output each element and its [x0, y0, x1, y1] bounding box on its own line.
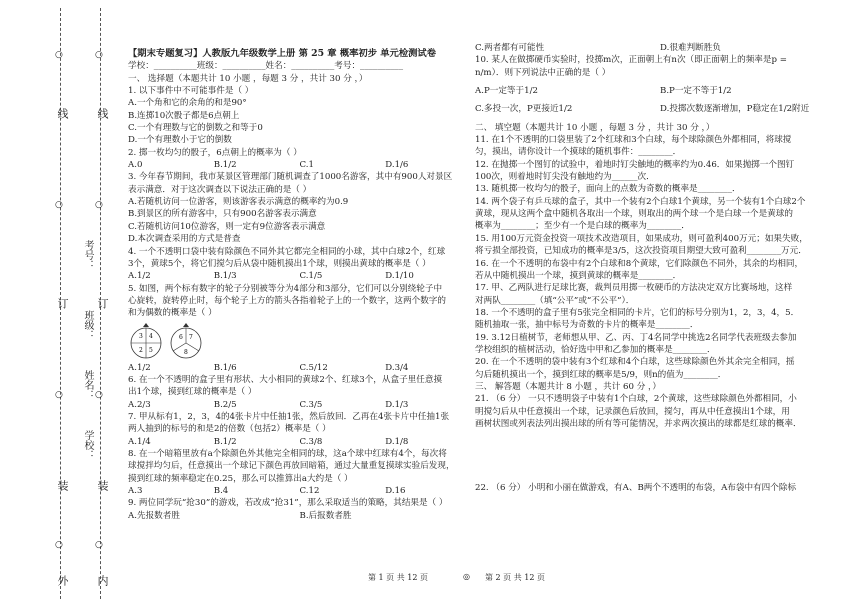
- option: C.3/8: [299, 436, 323, 447]
- question-line: 11. 在1个不透明的口袋里装了2个红球和3个白球，每个球除颜色外都相同，将球搅: [475, 135, 792, 146]
- option: C.3/5: [299, 399, 323, 410]
- gutter-circle: ○: [95, 50, 103, 60]
- question-line: 7. 甲从标有1，2，3，4的4张卡片中任抽1张，然后放回．乙再在4张卡片中任抽1张: [128, 411, 450, 422]
- option: D.16: [385, 486, 406, 496]
- question-line: 明搅匀后从中任意摸出一个球，记录颜色后放回，搅匀，再从中任意摸出1个球，用: [475, 406, 790, 417]
- option: A.1/2: [128, 362, 151, 373]
- option: B.1/2: [213, 436, 237, 447]
- question-options: [128, 399, 471, 411]
- question-line: 6. 在一个不透明的盒子里有形状、大小相同的黄球2个、红球3个，从盒子里任意摸: [128, 374, 443, 385]
- section-heading: 三、 解答题（本题共计 8 小题 ，共计 60 分 ，）: [475, 381, 661, 392]
- question-line: 将亏损全部投资，已知成功的概率是3/5，这次投资项目期望大致可盈利________万元．: [475, 246, 807, 257]
- question-options: [128, 510, 471, 522]
- student-info-line: 学校：__________班级：__________姓名：__________考号：__________: [128, 61, 404, 72]
- question-line: 黄球，现从这两个盒中随机各取出一个球，则取出的两个球一个是白球一个是黄球的: [475, 209, 793, 220]
- section-heading: 一、 选择题（本题共计 10 小题 ，每题 3 分 ，共计 30 分 ，）: [128, 73, 368, 84]
- question-line: 心旋转，旋转停止时，每个轮子上方的箭头各指着轮子上的一个数字，这两个数字的: [128, 295, 446, 306]
- question-options: [128, 485, 471, 497]
- question-line: 出1个球，摸到红球的概率是（ ）: [128, 387, 257, 398]
- question-line: 20. 在一个不透明的袋中装有3个红球和4个白球，这些球除颜色外其余完全相同，摇: [475, 357, 795, 368]
- question-line: 表示满意．对于这次调查以下说法正确的是（ ）: [128, 184, 312, 195]
- option-line: A.一个角和它的余角的和是90°: [128, 98, 247, 109]
- school-field: 学校：: [82, 430, 93, 460]
- gutter-word: 订: [96, 298, 109, 309]
- gutter-word: 装: [56, 480, 69, 491]
- question-line: 12. 在抛掷一个图钉的试验中，着地时钉尖触地的概率约为0.46．如果抛掷一个图钉: [475, 159, 795, 170]
- option-line: A.若随机访问一位游客，则该游客表示满意的概率约为0.9: [128, 197, 349, 208]
- arrow-icon: [183, 323, 189, 327]
- question-line: 19. 3.12日植树节，老师想从甲、乙、丙、丁4名同学中挑选2名同学代表班级去参加: [475, 332, 797, 343]
- exam-number-field: 考号：: [82, 240, 93, 270]
- question-options: [128, 270, 471, 282]
- question-line: 21. （6 分） 一只不透明袋子中装有1个白球，2个黄球，这些球除颜色外都相同，小: [475, 394, 797, 405]
- option: C.1/5: [299, 271, 323, 282]
- question-line: 3个，黄球5个，将它们搅匀后从袋中随机摸出1个球，则摸出黄球的概率是（ ）: [128, 258, 431, 269]
- wheel1-number: 4: [149, 332, 153, 340]
- question-line: 10. 某人在做掷硬币实验时，投掷m次，正面朝上有n次（即正面朝上的频率是p =: [475, 55, 787, 66]
- option-line: C.若随机访问10位游客，则一定有9位游客表示满意: [128, 221, 326, 232]
- exam-title: 【期末专题复习】人教版九年级数学上册 第 25 章 概率初步 单元检测试卷: [128, 48, 437, 59]
- option-line: B.连掷10次骰子都是6点朝上: [128, 110, 240, 121]
- option: B.1/6: [213, 362, 237, 373]
- question-line: 14. 两个袋子有乒乓球的盒子，其中一个装有2个白球1个黄球，另一个装有1个白球2个: [475, 196, 806, 207]
- option: A.P一定等于1/2: [475, 86, 538, 97]
- question-options: [475, 103, 845, 115]
- option: D.投掷次数逐渐增加，P稳定在1/2附近: [660, 104, 810, 115]
- gutter-circle: ○: [55, 200, 63, 210]
- option: B.2/5: [213, 399, 237, 410]
- option: A.1/4: [128, 436, 151, 447]
- wheels-svg: [128, 322, 208, 360]
- option: C.12: [299, 486, 320, 496]
- question-line: 两人抽到的标号的和是2的倍数（包括2）概率是（ ）: [128, 424, 331, 435]
- question-line: 随机抽取一张，抽中标号为奇数的卡片的概率是________．: [475, 320, 699, 331]
- option: B.P一定不等于1/2: [660, 86, 732, 97]
- question-line: 若从中随机摸出一个球，摸到黄球的概率是________．: [475, 270, 682, 281]
- option-line: C.一个有理数与它的倒数之和等于0: [128, 123, 263, 134]
- option: A.0: [128, 160, 143, 171]
- wheel2-number: 6: [179, 333, 183, 341]
- question-line: 1. 以下事件中不可能事件是（ ）: [128, 86, 254, 97]
- gutter-word: 外: [56, 575, 69, 586]
- option-line: B.到景区的所有游客中，只有900名游客表示满意: [128, 209, 317, 220]
- option-line: D.一个有理数小于它的倒数: [128, 135, 232, 146]
- question-line: 2. 掷一枚均匀的骰子，6点朝上的概率为（ ）: [128, 147, 302, 158]
- option: B.1/3: [213, 271, 237, 282]
- wheel2-number: 8: [184, 348, 188, 356]
- question-line: 学校组织的植树活动，恰好选中甲和乙参加的概率是________．: [475, 344, 716, 355]
- option: A.1/2: [128, 271, 151, 282]
- gutter-word: 内: [96, 575, 109, 586]
- option: A.2/3: [128, 399, 151, 410]
- question-line: 9. 两位同学玩“抢30”的游戏，若改成“抢31”，那么采取适当的策略，其结果是（ ）: [128, 498, 448, 509]
- page-number-left: 第 1 页 共 12 页: [368, 573, 428, 582]
- option: B.后报数者胜: [299, 510, 352, 521]
- option: C.两者都有可能性: [475, 43, 545, 53]
- question-line: 和为偶数的概率是（ ）: [128, 308, 217, 319]
- name-field: 姓名：: [82, 370, 93, 400]
- arrow-icon: [143, 323, 149, 327]
- option: D.1/8: [385, 436, 409, 447]
- question-line: 18. 一个不透明的盒子里有5张完全相同的卡片，它们的标号分别为1，2，3，4，5．: [475, 307, 800, 318]
- question-line: 17. 甲、乙两队进行足球比赛，裁判员用掷一枚硬币的方法决定双方比赛场地，这样: [475, 283, 793, 294]
- option: D.1/10: [385, 271, 414, 282]
- gutter-word: 线: [56, 108, 69, 119]
- question-line: 概率为________；至少有一个是白球的概率为________．: [475, 221, 690, 232]
- gutter-circle: ○: [55, 390, 63, 400]
- class-field: 班级：: [82, 310, 93, 340]
- gutter-word: 装: [96, 480, 109, 491]
- question-options: [128, 436, 471, 448]
- question-line: 100次，则着地时钉尖没有触地约为______次．: [475, 172, 655, 183]
- option: C.1: [299, 160, 314, 171]
- question-options: [475, 85, 845, 97]
- question-line: n/m）．则下列说法中正确的是（ ）: [475, 67, 611, 78]
- wheels-figure: [128, 322, 471, 360]
- question-line: 匀后随机摸出一个，摸到红球的概率是5/9，则n的值为________．: [475, 369, 727, 380]
- question-line: 8. 在一个暗箱里放有a个除颜色外其他完全相同的球，这a个球中红球有4个，每次将: [128, 448, 447, 459]
- question-line: 匀，摸出，请你设计一个摸球的随机事件：________．: [475, 147, 682, 158]
- question-line: 4. 一个不透明口袋中装有除颜色不同外其它都完全相同的小球，其中白球2个，红球: [128, 246, 446, 257]
- question-line: 15. 用100万元资金投资一项技术改造项目，如果成功，则可盈利400万元；如果失败，: [475, 233, 808, 244]
- option: C.多投一次，P更接近1/2: [475, 104, 573, 115]
- option: C.5/12: [299, 362, 328, 373]
- option: B.4: [213, 486, 229, 496]
- gutter-circle: ○: [95, 200, 103, 210]
- wheel2-number: 7: [189, 333, 193, 341]
- question-line: 摸到红球的频率稳定在0.25，那么可以推算出a大约是（ ）: [128, 473, 353, 484]
- section-heading: 二、 填空题（本题共计 10 小题 ，每题 3 分 ，共计 30 分 ，）: [475, 122, 715, 133]
- question-line: 球搅拌均匀后，任意摸出一个球记下颜色再放回暗箱，通过大量重复摸球实验后发现，: [128, 461, 455, 472]
- question-line: 16. 在一个不透明的布袋中有2个白球和8个黄球，它们除颜色不同外，其余的均相同，: [475, 258, 804, 269]
- right-column: [475, 0, 845, 495]
- question-line: 13. 随机掷一枚均匀的骰子，面向上的点数为奇数的概率是________．: [475, 184, 741, 195]
- gutter-circle: ○: [95, 390, 103, 400]
- option: B.1/2: [213, 160, 237, 171]
- question-options: [475, 42, 845, 54]
- binding-gutter: [0, 0, 118, 607]
- wheel1-number: 3: [139, 332, 143, 340]
- footer-separator-icon: ◎: [463, 572, 470, 581]
- option: D.1/6: [385, 160, 409, 171]
- question-options: [128, 159, 471, 171]
- question-line: 22. （6 分） 小明和小丽在做游戏，有A、B两个不透明的布袋，A布袋中有四个除标: [475, 483, 797, 494]
- left-column: [128, 0, 471, 522]
- question-line: 5. 如图，两个标有数字的轮子分别被等分为4部分和3部分，它们可以分别绕轮子中: [128, 283, 443, 294]
- question-line: 画树状图或列表法列出摸出球的所有等可能情况，并求两次摸出的球都是红球的概率．: [475, 418, 802, 429]
- gutter-circle: ○: [55, 540, 63, 550]
- page-number-right: 第 2 页 共 12 页: [485, 573, 545, 582]
- option: D.1/3: [385, 399, 409, 410]
- gutter-circle: ○: [95, 540, 103, 550]
- option: A.3: [128, 486, 143, 496]
- wheel1-number: 2: [139, 346, 143, 354]
- question-options: [128, 362, 471, 374]
- option: A.先报数者胜: [128, 510, 180, 521]
- gutter-word: 线: [96, 108, 109, 119]
- option-line: D.本次调查采用的方式是普查: [128, 234, 241, 245]
- gutter-circle: ○: [55, 50, 63, 60]
- gutter-word: 订: [56, 298, 69, 309]
- option: D.很难判断胜负: [660, 43, 721, 53]
- question-line: 对两队________（填“公平”或“不公平”）．: [475, 295, 635, 306]
- question-line: 3. 今年春节期间，我市某景区管理部门随机调查了1000名游客，其中有900人对景区: [128, 172, 453, 183]
- wheel1-number: 5: [149, 346, 153, 354]
- option: D.3/4: [385, 362, 409, 373]
